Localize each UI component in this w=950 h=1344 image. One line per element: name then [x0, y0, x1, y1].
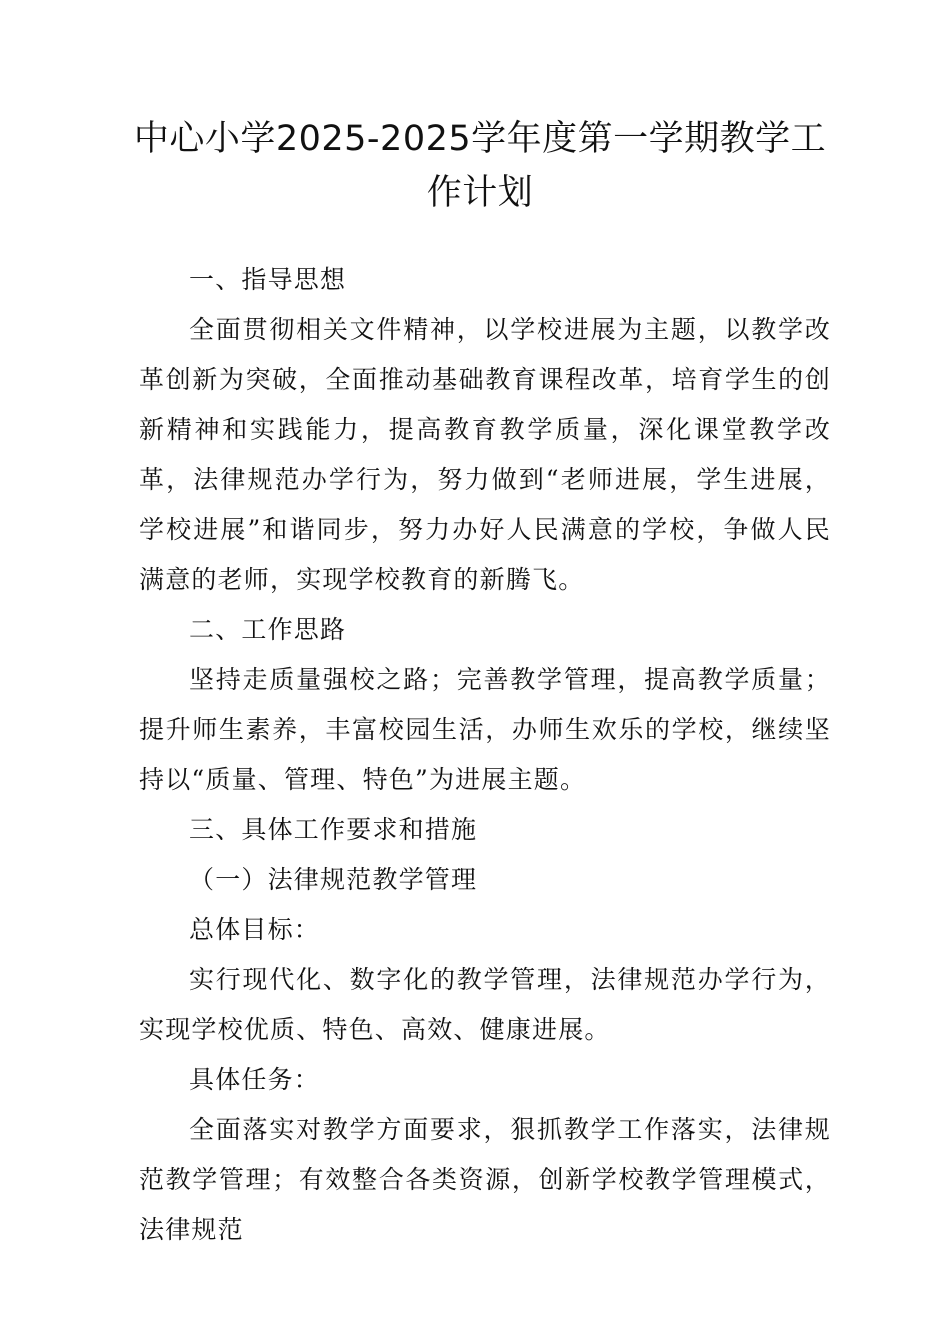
subsection-heading-management: （一）法律规范教学管理	[189, 865, 478, 894]
section-heading-work-ideas: 二、工作思路	[189, 615, 347, 644]
paragraph-specific-tasks: 全面落实对教学方面要求，狠抓教学工作落实，法律规范教学管理；有效整合各类资源，创新学校教学管理模式，法律规范	[139, 1115, 831, 1244]
paragraph-guiding-thought: 全面贯彻相关文件精神，以学校进展为主题，以教学改革创新为突破，全面推动基础教育课程改革，培育学生的创新精神和实践能力，提高教育教学质量，深化课堂教学改革，法律规范办学行为，努力做到“老师进展，学生进展，学校进展”和谐同步，努力办好人民满意的学校，争做人民满意的老师，实现学校教育的新腾飞。	[139, 315, 831, 594]
document-title: 中心小学2025-2025学年度第一学期教学工作计划	[133, 119, 827, 213]
document-body	[139, 255, 831, 1255]
paragraph-overall-goal: 实行现代化、数字化的教学管理，法律规范办学行为，实现学校优质、特色、高效、健康进展。	[139, 965, 831, 1044]
label-overall-goal: 总体目标：	[189, 915, 321, 944]
section-heading-guiding-thought: 一、指导思想	[189, 265, 347, 294]
section-heading-requirements: 三、具体工作要求和措施	[189, 815, 478, 844]
label-specific-tasks: 具体任务：	[189, 1065, 321, 1094]
paragraph-work-ideas: 坚持走质量强校之路；完善教学管理，提高教学质量；提升师生素养，丰富校园生活，办师生欢乐的学校，继续坚持以“质量、管理、特色”为进展主题。	[139, 665, 831, 794]
